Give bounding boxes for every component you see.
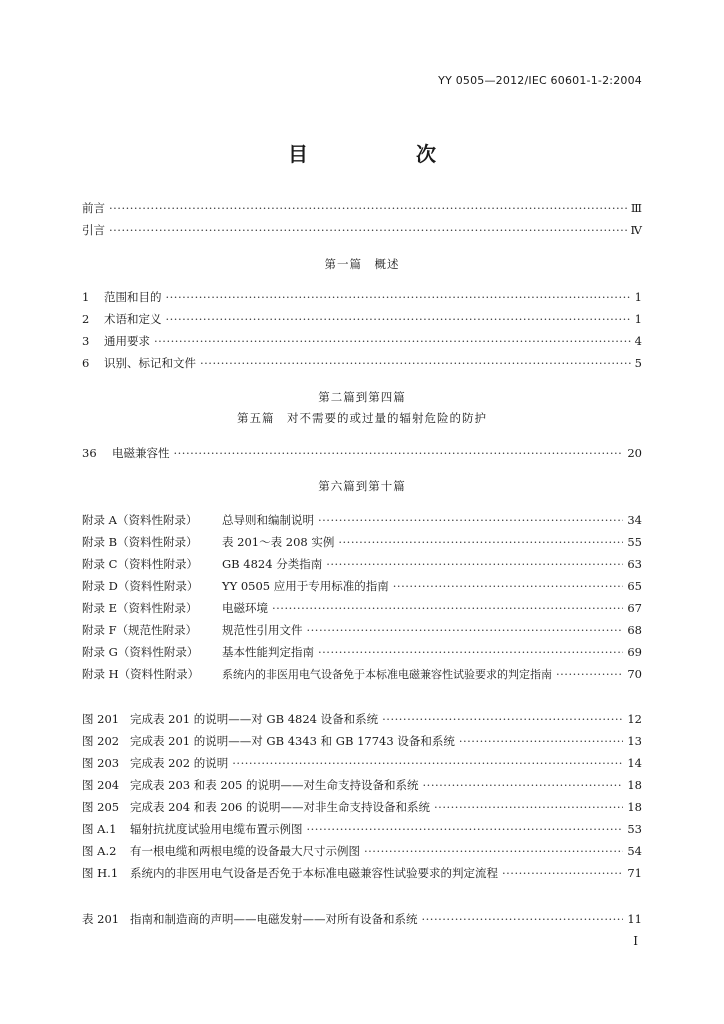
toc-entry-annex[interactable] [82,599,642,617]
leader-dots [422,910,624,928]
toc-number: 表 201 [82,912,120,926]
leader-dots [166,310,631,328]
toc-page: 68 [627,623,642,637]
toc-entry-annex[interactable] [82,533,642,551]
toc-entry-figure[interactable] [82,776,642,794]
toc-label: 规范性引用文件 [222,623,303,637]
toc-page: 67 [627,601,642,615]
leader-dots [272,599,623,617]
toc-label: 术语和定义 [104,312,162,326]
toc-label: 系统内的非医用电气设备是否免于本标准电磁兼容性试验要求的判定流程 [130,866,498,880]
toc-number: 图 202 [82,734,120,748]
toc-label: 完成表 202 的说明 [130,756,229,770]
toc-page: 18 [627,800,642,814]
toc-label: 电磁环境 [222,601,268,615]
toc-page: 65 [627,579,642,593]
leader-dots [382,710,623,728]
part1-heading: 第一篇 概述 [324,257,400,271]
toc-page: Ⅲ [630,201,642,215]
toc-entry-annex[interactable] [82,621,642,639]
toc-label: 指南和制造商的声明——电磁发射——对所有设备和系统 [130,912,418,926]
toc-page: 5 [634,356,642,370]
toc-number: 6 [82,356,90,370]
toc-page: 70 [627,667,642,681]
toc-label: 总导则和编制说明 [222,513,314,527]
toc-page: 11 [627,912,642,926]
toc-entry[interactable] [82,444,642,462]
leader-dots [174,444,624,462]
toc-number: 图 A.2 [82,844,117,858]
toc-page: 20 [627,446,642,460]
toc-page: 53 [627,822,642,836]
toc-entry-annex[interactable] [82,511,642,529]
toc-page: 34 [627,513,642,527]
toc-number: 图 A.1 [82,822,117,836]
toc-entry[interactable] [82,354,642,372]
toc-label: GB 4824 分类指南 [222,557,323,571]
toc-page: 54 [627,844,642,858]
toc-page: 13 [627,734,642,748]
toc-number: 附录 F（规范性附录） [82,623,198,637]
toc-entry-figure[interactable] [82,842,642,860]
toc-label: 完成表 201 的说明——对 GB 4343 和 GB 17743 设备和系统 [130,734,455,748]
standard-code: YY 0505—2012/IEC 60601-1-2:2004 [438,74,642,87]
toc-label: 范围和目的 [104,290,162,304]
toc-number: 附录 D（资料性附录） [82,579,199,593]
toc-label: 完成表 201 的说明——对 GB 4824 设备和系统 [130,712,379,726]
part2-4-heading: 第二篇到第四篇 [318,390,406,404]
toc-label: 完成表 204 和表 206 的说明——对非生命支持设备和系统 [130,800,431,814]
leader-dots [200,354,631,372]
part5-heading: 第五篇 对不需要的或过量的辐射危险的防护 [237,411,487,425]
toc-number: 附录 H（资料性附录） [82,667,200,681]
toc-entry-figure[interactable] [82,798,642,816]
toc-entry-table[interactable] [82,910,642,928]
leader-dots [338,533,623,551]
toc-number: 图 203 [82,756,120,770]
toc-entry-annex[interactable] [82,665,642,683]
toc-page: 4 [634,334,642,348]
toc-number: 3 [82,334,90,348]
leader-dots [166,288,631,306]
toc-page: 71 [627,866,642,880]
leader-dots [459,732,624,750]
toc-number: 36 [82,446,97,460]
toc-entry[interactable] [82,310,642,328]
toc-entry-figure[interactable] [82,754,642,772]
toc-entry-figure[interactable] [82,864,642,882]
toc-number: 附录 A（资料性附录） [82,513,198,527]
toc-page: 18 [627,778,642,792]
toc-entry-introduction[interactable] [82,221,642,239]
toc-number: 图 204 [82,778,120,792]
leader-dots [109,221,627,239]
toc-label: 引言 [82,223,105,237]
toc-entry-figure[interactable] [82,732,642,750]
toc-page: 63 [627,557,642,571]
toc-number: 2 [82,312,90,326]
part6-10-heading: 第六篇到第十篇 [318,479,406,493]
leader-dots [232,754,623,772]
leader-dots [364,842,623,860]
leader-dots [393,577,624,595]
toc-page: 1 [634,312,642,326]
toc-entry-annex[interactable] [82,555,642,573]
toc-number: 附录 E（资料性附录） [82,601,198,615]
toc-page: 12 [627,712,642,726]
toc-page: Ⅳ [630,223,642,237]
toc-label: 通用要求 [104,334,150,348]
leader-dots [423,776,624,794]
toc-entry-annex[interactable] [82,577,642,595]
leader-dots [326,555,623,573]
toc-entry-figure[interactable] [82,710,642,728]
leader-dots [434,798,623,816]
toc-entry-annex[interactable] [82,643,642,661]
toc-page: 14 [627,756,642,770]
toc-label: YY 0505 应用于专用标准的指南 [222,579,389,593]
leader-dots [307,621,624,639]
toc-entry[interactable] [82,332,642,350]
toc-page: 55 [627,535,642,549]
leader-dots [318,511,623,529]
toc-number: 图 H.1 [82,866,119,880]
toc-label: 辐射抗扰度试验用电缆布置示例图 [130,822,303,836]
toc-number: 附录 C（资料性附录） [82,557,198,571]
leader-dots [318,643,623,661]
leader-dots [154,332,631,350]
leader-dots [307,820,624,838]
leader-dots [502,864,623,882]
leader-dots [109,199,627,217]
toc-number: 图 205 [82,800,120,814]
page-title: 目 次 [288,142,480,166]
page-number: Ⅰ [633,934,638,948]
toc-label: 识别、标记和文件 [104,356,196,370]
toc-label: 完成表 203 和表 205 的说明——对生命支持设备和系统 [130,778,419,792]
toc-number: 附录 B（资料性附录） [82,535,198,549]
toc-number: 附录 G（资料性附录） [82,645,199,659]
toc-label: 基本性能判定指南 [222,645,314,659]
toc-number: 1 [82,290,90,304]
toc-number: 图 201 [82,712,120,726]
toc-page: 1 [634,290,642,304]
toc-label: 表 201～表 208 实例 [222,535,335,549]
toc-entry-figure[interactable] [82,820,642,838]
toc-label: 系统内的非医用电气设备免于本标准电磁兼容性试验要求的判定指南 [222,668,552,681]
leader-dots [556,665,623,683]
toc-page: 69 [627,645,642,659]
toc-label: 前言 [82,201,105,215]
toc-entry-foreword[interactable] [82,199,642,217]
toc-label: 有一根电缆和两根电缆的设备最大尺寸示例图 [130,844,360,858]
toc-entry[interactable] [82,288,642,306]
toc-label: 电磁兼容性 [112,446,170,460]
